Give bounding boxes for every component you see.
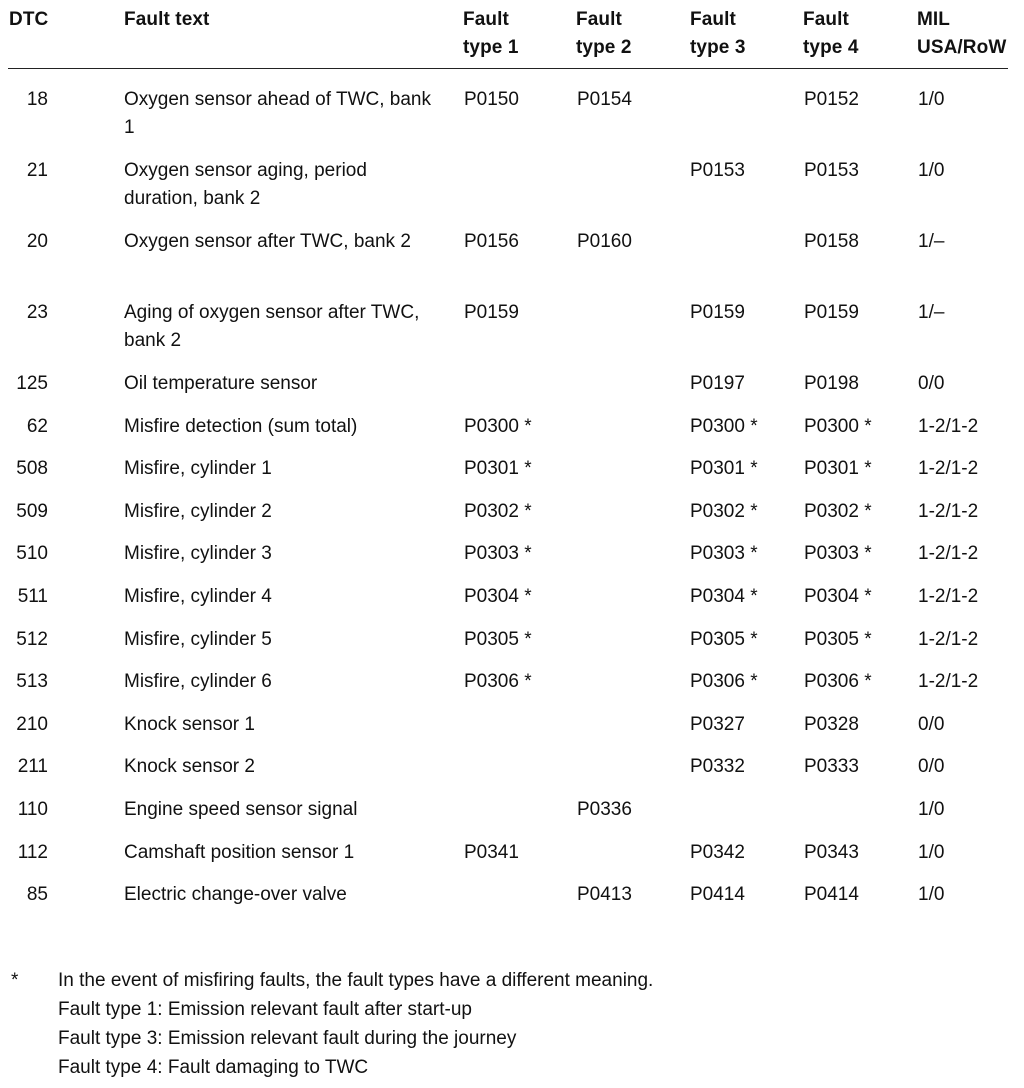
- fault-type-4-cell: P0333: [804, 756, 859, 778]
- fault-type-3-cell: P0153: [690, 160, 745, 181]
- fault-text-cell: Oxygen sensor after TWC, bank 2: [124, 231, 411, 252]
- fault-type-2-cell: P0154: [577, 89, 632, 110]
- dtc-cell: 510: [16, 543, 48, 565]
- fault-type-1-cell: P0303 *: [464, 543, 532, 565]
- fault-type-1-cell: P0306 *: [464, 671, 532, 693]
- mil-cell: 1/–: [918, 231, 945, 252]
- table-row: [0, 228, 1024, 299]
- fault-type-1-cell: P0159: [464, 302, 519, 323]
- dtc-cell: 23: [26, 302, 48, 323]
- fault-type-4-cell: P0198: [804, 373, 859, 394]
- mil-cell: 1-2/1-2: [918, 458, 979, 480]
- table-row: [0, 839, 1024, 882]
- mil-cell: 1-2/1-2: [918, 500, 979, 522]
- fault-text-cell: Oil temperature sensor: [124, 373, 318, 394]
- fault-text-cell: Misfire, cylinder 1: [124, 458, 272, 480]
- table-row: [0, 455, 1024, 498]
- fault-text-cell: Knock sensor 1: [124, 713, 255, 735]
- mil-cell: 1-2/1-2: [918, 543, 979, 565]
- fault-text-cell: Oxygen sensor ahead of TWC, bank 1: [124, 89, 431, 138]
- fault-text-cell: Misfire, cylinder 3: [124, 543, 272, 565]
- fault-type-3-cell: P0300 *: [690, 415, 758, 437]
- table-row: [0, 540, 1024, 583]
- mil-cell: 0/0: [918, 713, 945, 735]
- fault-type-1-cell: P0305 *: [464, 628, 532, 650]
- mil-cell: 1-2/1-2: [918, 628, 979, 650]
- fault-text-cell: Misfire detection (sum total): [124, 415, 358, 437]
- dtc-cell: 18: [26, 89, 48, 110]
- header-divider: [8, 68, 1008, 69]
- mil-cell: 1/0: [918, 89, 945, 110]
- fault-type-3-cell: P0327: [690, 713, 745, 735]
- mil-cell: 1/0: [918, 841, 945, 863]
- header-fault-type-2: Fault type 2: [576, 9, 632, 58]
- fault-type-1-cell: P0150: [464, 89, 519, 110]
- mil-cell: 1/0: [918, 798, 945, 820]
- footnote-mark: *: [11, 970, 19, 991]
- table-row: [0, 498, 1024, 541]
- table-row: [0, 413, 1024, 456]
- dtc-cell: 85: [26, 884, 48, 906]
- dtc-cell: 125: [16, 373, 48, 394]
- fault-text-cell: Misfire, cylinder 6: [124, 671, 272, 693]
- fault-type-4-cell: P0301 *: [804, 458, 872, 480]
- dtc-cell: 509: [16, 500, 48, 522]
- fault-type-4-cell: P0153: [804, 160, 859, 181]
- footnote-line: Fault type 3: Emission relevant fault during the journey: [58, 1028, 517, 1049]
- fault-type-4-cell: P0304 *: [804, 585, 872, 607]
- fault-text-cell: Misfire, cylinder 5: [124, 628, 272, 650]
- fault-type-3-cell: P0303 *: [690, 543, 758, 565]
- fault-type-2-cell: P0160: [577, 231, 632, 252]
- mil-cell: 0/0: [918, 373, 945, 394]
- table-row: [0, 299, 1024, 370]
- table-row: [0, 796, 1024, 839]
- fault-text-cell: Oxygen sensor aging, period duration, bank 2: [124, 160, 367, 209]
- footnote-line: In the event of misfiring faults, the fault types have a different meaning.: [58, 970, 654, 991]
- fault-type-4-cell: P0159: [804, 302, 859, 323]
- dtc-cell: 512: [16, 628, 48, 650]
- fault-type-3-cell: P0304 *: [690, 585, 758, 607]
- dtc-cell: 20: [26, 231, 48, 252]
- footnote-line: Fault type 4: Fault damaging to TWC: [58, 1057, 369, 1078]
- fault-type-4-cell: P0305 *: [804, 628, 872, 650]
- fault-type-3-cell: P0302 *: [690, 500, 758, 522]
- footnote-lines: [58, 966, 958, 1082]
- fault-text-cell: Knock sensor 2: [124, 756, 255, 778]
- fault-type-2-cell: P0413: [577, 884, 632, 906]
- header-fault-type-3: Fault type 3: [690, 9, 746, 58]
- fault-text-cell: Aging of oxygen sensor after TWC, bank 2: [124, 302, 420, 351]
- table-header: [0, 6, 1024, 62]
- mil-cell: 1-2/1-2: [918, 415, 979, 437]
- fault-type-1-cell: P0341: [464, 841, 519, 863]
- fault-text-cell: Engine speed sensor signal: [124, 798, 358, 820]
- fault-type-3-cell: P0301 *: [690, 458, 758, 480]
- table-row: [0, 753, 1024, 796]
- fault-type-1-cell: P0304 *: [464, 585, 532, 607]
- mil-cell: 1-2/1-2: [918, 585, 979, 607]
- header-mil: MIL USA/RoW: [917, 9, 1007, 58]
- mil-cell: 1/0: [918, 884, 945, 906]
- fault-type-3-cell: P0197: [690, 373, 745, 394]
- fault-type-1-cell: P0156: [464, 231, 519, 252]
- table-row: [0, 370, 1024, 413]
- fault-type-1-cell: P0301 *: [464, 458, 532, 480]
- header-dtc: DTC: [9, 9, 49, 30]
- fault-type-4-cell: P0300 *: [804, 415, 872, 437]
- fault-type-4-cell: P0302 *: [804, 500, 872, 522]
- fault-type-3-cell: P0342: [690, 841, 745, 863]
- header-fault-type-1: Fault type 1: [463, 9, 519, 58]
- header-fault-text: Fault text: [124, 9, 210, 30]
- dtc-cell: 511: [17, 585, 48, 607]
- dtc-cell: 110: [17, 798, 48, 820]
- table-row: [0, 668, 1024, 711]
- dtc-cell: 21: [26, 160, 48, 181]
- mil-cell: 1/0: [918, 160, 945, 181]
- table-row: [0, 881, 1024, 924]
- table-body: [0, 86, 1024, 924]
- mil-cell: 1/–: [918, 302, 945, 323]
- fault-type-3-cell: P0305 *: [690, 628, 758, 650]
- fault-text-cell: Electric change-over valve: [124, 884, 347, 906]
- dtc-cell: 112: [17, 841, 48, 863]
- footnote-line: Fault type 1: Emission relevant fault after start-up: [58, 999, 472, 1020]
- dtc-cell: 62: [26, 415, 48, 437]
- table-row: [0, 157, 1024, 228]
- fault-type-4-cell: P0328: [804, 713, 859, 735]
- table-row: [0, 711, 1024, 754]
- fault-type-1-cell: P0300 *: [464, 415, 532, 437]
- fault-type-3-cell: P0414: [690, 884, 745, 906]
- fault-type-3-cell: P0306 *: [690, 671, 758, 693]
- dtc-cell: 211: [17, 756, 48, 778]
- fault-text-cell: Misfire, cylinder 4: [124, 585, 272, 607]
- fault-type-4-cell: P0306 *: [804, 671, 872, 693]
- fault-type-2-cell: P0336: [577, 798, 632, 820]
- fault-type-4-cell: P0152: [804, 89, 859, 110]
- table-row: [0, 626, 1024, 669]
- fault-type-4-cell: P0158: [804, 231, 859, 252]
- fault-type-4-cell: P0414: [804, 884, 859, 906]
- mil-cell: 1-2/1-2: [918, 671, 979, 693]
- fault-type-4-cell: P0303 *: [804, 543, 872, 565]
- mil-cell: 0/0: [918, 756, 945, 778]
- fault-text-cell: Misfire, cylinder 2: [124, 500, 272, 522]
- table-row: [0, 86, 1024, 157]
- fault-text-cell: Camshaft position sensor 1: [124, 841, 355, 863]
- table-row: [0, 583, 1024, 626]
- fault-type-4-cell: P0343: [804, 841, 859, 863]
- fault-type-3-cell: P0332: [690, 756, 745, 778]
- fault-type-3-cell: P0159: [690, 302, 745, 323]
- dtc-cell: 513: [16, 671, 48, 693]
- header-fault-type-4: Fault type 4: [803, 9, 859, 58]
- dtc-cell: 210: [16, 713, 48, 735]
- dtc-cell: 508: [16, 458, 48, 480]
- fault-type-1-cell: P0302 *: [464, 500, 532, 522]
